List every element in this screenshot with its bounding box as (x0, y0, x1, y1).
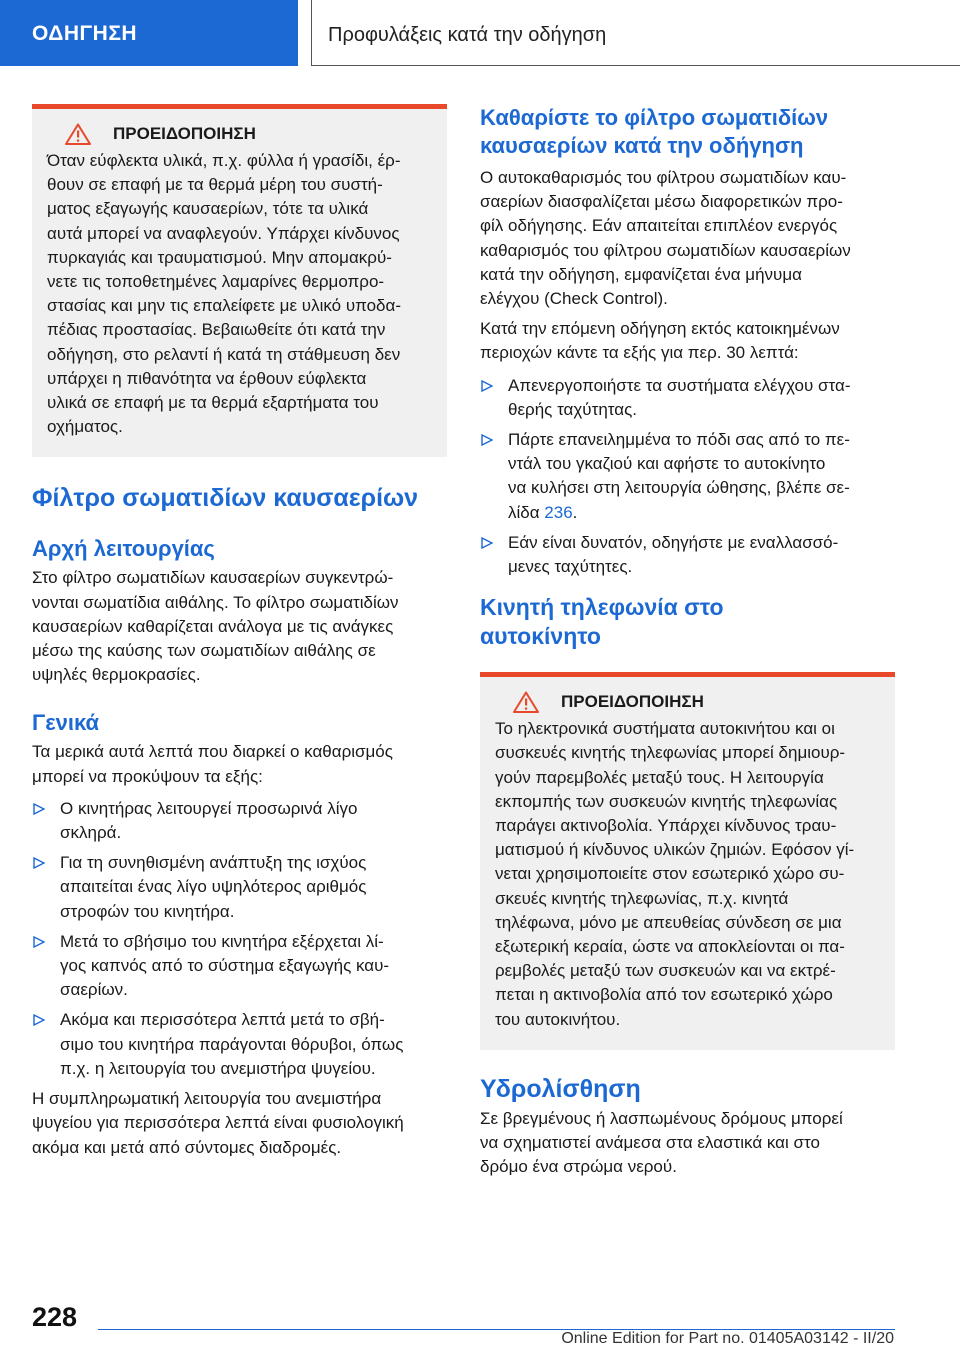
heading-cleaning-filter: Καθαρίστε το φίλτρο σωματιδίων καυσαερίων κατά την οδήγηση (480, 105, 829, 158)
warning-text: Όταν εύφλεκτα υλικά, π.χ. φύλλα ή γρασίδι, έρ- θουν σε επαφή με τα θερμά μέρη του συστή- ματος εξαγωγής καυσαερίων, τότε τα υλικά αυτά μπορεί να αναφλεγούν. Υπάρχει κίνδυνος πυρκαγιάς και τραυματισμού. Μην απομακρύ- νετε τις τοποθετημένες λαμαρίνες θερμοπρο- στασίας και μην τις επαλείφετε με υλικό υποδα- πέδιας προστασίας. Βεβαιωθείτε ότι κατά την οδήγηση, στο ρελαντί ή κατά τη στάθμευση δεν υπάρχει η πιθανότητα να έρθουν εύφλεκτα υλικά σε επαφή με τα θερμά εξαρτήματα του οχήματος. (47, 151, 402, 437)
left-column (32, 104, 447, 1160)
triangle-bullet-icon (481, 380, 493, 392)
drive-instructions-text: Κατά την επόμενη οδήγηση εκτός κατοικημένων περιοχών κάντε τα εξής για περ. 30 λεπτά: (480, 319, 840, 363)
warning-box-exhaust (32, 104, 447, 457)
drive-steps-list (480, 374, 895, 580)
triangle-bullet-icon (481, 537, 493, 549)
list-item: Ακόμα και περισσότερα λεπτά μετά το σβή- σιμο του κινητήρα παράγονται θόρυβοι, όπως π.χ. η λειτουργία του ανεμιστήρα ψυγείου. (32, 1008, 447, 1081)
list-item: Απενεργοποιήστε τα συστήματα ελέγχου στα- θερής ταχύτητας. (480, 374, 895, 422)
warning-text: Το ηλεκτρονικά συστήματα αυτοκινήτου και οι συσκευές κινητής τηλεφωνίας μπορεί δημιουρ- γούν παρεμβολές μεταξύ τους. Η λειτουργία εκπομπής των συσκευών κινητής τηλεφωνίας παράγει ακτινοβολία. Υπάρχει κίνδυνος τραυ- ματισμού ή κίνδυνος υλικών ζημιών. Εφόσον γί- νεται χρησιμοποιείτε στον εσωτερικό χώρο συ- σκευές κινητής τηλεφωνίας, π.χ. κινητά τηλέφωνα, μόνο με απευθείας σύνδεση σε μια εξωτερική κεραία, ώστε να αποκλείονται οι πα- ρεμβολές μεταξύ των συσκευών και να εκτρέ- πεται η ακτινοβολία από τον εσωτερικό χώρο του αυτοκινήτου. (495, 719, 855, 1029)
list-item: Ο κινητήρας λειτουργεί προσωρινά λίγο σκληρά. (32, 797, 447, 845)
triangle-bullet-icon (33, 936, 45, 948)
section-title: ΟΔΗΓΗΣΗ (32, 22, 138, 45)
heading-mobile-phone: Κινητή τηλεφωνία στο αυτοκίνητο (480, 594, 724, 650)
edition-footer: Online Edition for Part no. 01405A03142 - II/20 (561, 1330, 894, 1347)
warning-triangle-icon (65, 123, 91, 145)
list-item: Εάν είναι δυνατόν, οδηγήστε με εναλλασσό- μενες ταχύτητες. (480, 531, 895, 579)
page-reference-link[interactable]: 236 (544, 502, 573, 522)
warning-box-mobile (480, 672, 895, 1050)
aquaplaning-text: Σε βρεγμένους ή λασπωμένους δρόμους μπορεί να σχηματιστεί ανάμεσα στα ελαστικά και στο δρόμο ένα στρώμα νερού. (480, 1108, 843, 1177)
chapter-title: Προφυλάξεις κατά την οδήγηση (328, 24, 607, 46)
section-tab (0, 0, 298, 66)
principle-text: Στο φίλτρο σωματιδίων καυσαερίων συγκεντρώ- νονται σωματίδια αιθάλης. Το φίλτρο σωματιδίων καυσαερίων καθαρίζεται ανάλογα με τις ανάγκες μέσω της καύσης των σωματιδίων αιθάλης σε υψηλές θερμοκρασίες. (32, 568, 399, 685)
warning-title: ΠΡΟΕΙΔΟΠΟΙΗΣΗ (561, 692, 704, 712)
heading-general: Γενικά (32, 710, 100, 736)
heading-aquaplaning: Υδρολίσθηση (480, 1074, 641, 1103)
page-number: 228 (32, 1302, 78, 1332)
general-text: Τα μερικά αυτά λεπτά που διαρκεί ο καθαρισμός μπορεί να προκύψουν τα εξής: (32, 742, 393, 786)
list-item: Πάρτε επανειλημμένα το πόδι σας από το πε- ντάλ του γκαζιού και αφήστε το αυτοκίνητο να κυλήσει στη λειτουργία ώθησης, βλέπε σε- λίδα 236. (480, 428, 895, 525)
triangle-bullet-icon (33, 857, 45, 869)
cleaning-text: Ο αυτοκαθαρισμός του φίλτρου σωματιδίων καυ- σαερίων διασφαλίζεται μέσω διαφορετικών προ- φίλ οδήγησης. Εάν απαιτείται επιπλέον ενεργός καθαρισμός του φίλτρου σωματιδίων καυσαερίων κατά την οδήγηση, εμφανίζεται ένα μήνυμα ελέγχου (Check Control). (480, 168, 851, 309)
list-item: Μετά το σβήσιμο του κινητήρα εξέρχεται λί- γος καπνός από το σύστημα εξαγωγής καυ- σαερίων. (32, 930, 447, 1003)
closing-text: Η συμπληρωματική λειτουργία του ανεμιστήρα ψυγείου για περισσότερα λεπτά είναι φυσιολογική ακόμα και μετά από σύντομες διαδρομές. (32, 1089, 404, 1157)
general-list (32, 797, 447, 1081)
list-item: Για τη συνηθισμένη ανάπτυξη της ισχύος απαιτείται ένας λίγο υψηλότερος αριθμός στροφών του κινητήρα. (32, 851, 447, 924)
heading-principle: Αρχή λειτουργίας (32, 536, 215, 562)
triangle-bullet-icon (481, 434, 493, 446)
triangle-bullet-icon (33, 1014, 45, 1026)
triangle-bullet-icon (33, 803, 45, 815)
heading-particulate-filter: Φίλτρο σωματιδίων καυσαερίων (32, 484, 419, 513)
right-column (480, 104, 895, 1180)
warning-title: ΠΡΟΕΙΔΟΠΟΙΗΣΗ (113, 124, 256, 143)
warning-triangle-icon (513, 691, 539, 713)
page-header (311, 0, 960, 66)
